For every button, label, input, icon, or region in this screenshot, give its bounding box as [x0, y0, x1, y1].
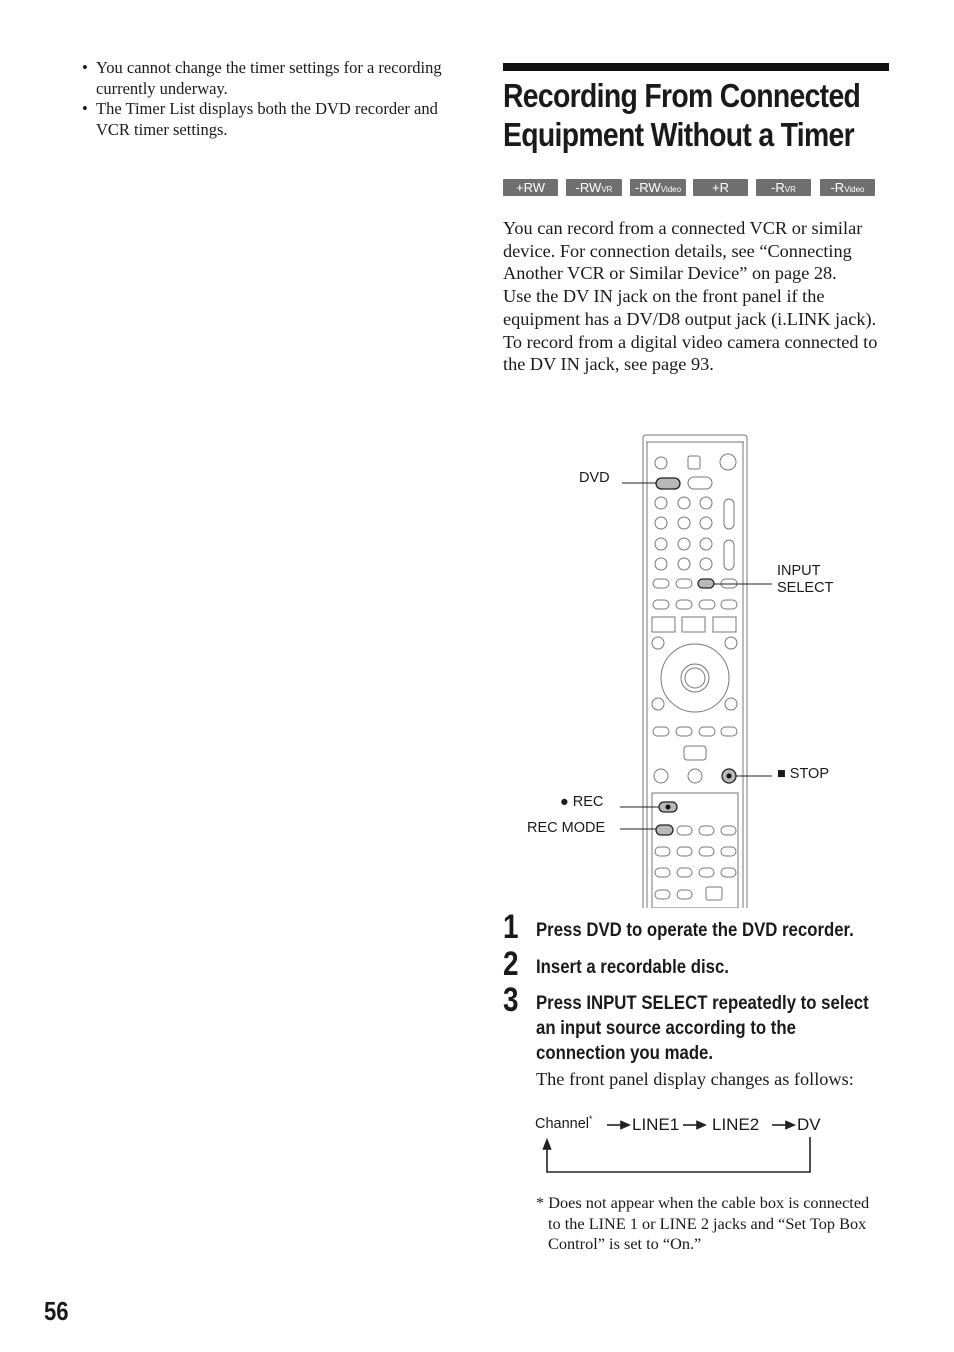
flow-channel: Channel* — [535, 1114, 593, 1132]
flow-line1: LINE1 — [632, 1115, 680, 1134]
flow-line2: LINE2 — [712, 1115, 760, 1134]
step-text: Press DVD to operate the DVD recorder. — [536, 919, 854, 941]
footnote: * Does not appear when the cable box is connected to the LINE 1 or LINE 2 jacks and “Set Top Box Control” is set to “On.” — [536, 1193, 870, 1253]
stop-label: ■ STOP — [777, 766, 830, 782]
rec-mode-label: REC MODE — [527, 820, 606, 836]
step-number: 3 — [503, 981, 519, 1019]
note-item: • You cannot change the timer settings for a recording currently underway. — [82, 58, 472, 99]
input-select-label: INPUT SELECT — [777, 563, 834, 596]
disc-badge-minus-r-vr: -RVR — [756, 179, 811, 196]
note-item: • The Timer List displays both the DVD recorder and VCR timer settings. — [82, 99, 472, 140]
disc-badge-minus-rw-video: -RWVideo — [630, 179, 686, 196]
header-rule — [503, 63, 889, 71]
dvd-button — [656, 478, 680, 489]
step-text: Insert a recordable disc. — [536, 956, 729, 978]
flow-dv: DV — [797, 1115, 821, 1134]
step-note: The front panel display changes as follows: — [536, 1069, 854, 1089]
rec-mode-button — [656, 825, 673, 835]
disc-badge-plus-rw: +RW — [503, 179, 558, 196]
disc-badge-minus-r-video: -RVideo — [820, 179, 875, 196]
notes-list — [82, 58, 472, 140]
step-number: 1 — [503, 908, 519, 946]
page-number: 56 — [44, 1296, 69, 1326]
disc-badge-minus-rw-vr: -RWVR — [566, 179, 622, 196]
intro-text: You can record from a connected VCR or similar device. For connection details, see “Connecting Another VCR or Similar Device” on page 28. Use the DV IN jack on the front panel if the equipment has a DV/D8 output jack (i.LINK jack). To record from a digital video camera connected to the DV IN jack, see page 93. — [503, 218, 878, 375]
disc-badge-plus-r: +R — [693, 179, 748, 196]
input-select-button — [698, 579, 714, 588]
step-number: 2 — [503, 945, 519, 983]
rec-label: ● REC — [560, 794, 604, 810]
page-title: Recording From Connected Equipment Without a Timer — [503, 77, 861, 153]
dvd-label: DVD — [579, 470, 610, 486]
step-text: Press INPUT SELECT repeatedly to select an input source according to the connection you made. — [536, 992, 869, 1064]
input-flow-diagram — [530, 1104, 830, 1180]
remote-diagram — [500, 432, 900, 908]
